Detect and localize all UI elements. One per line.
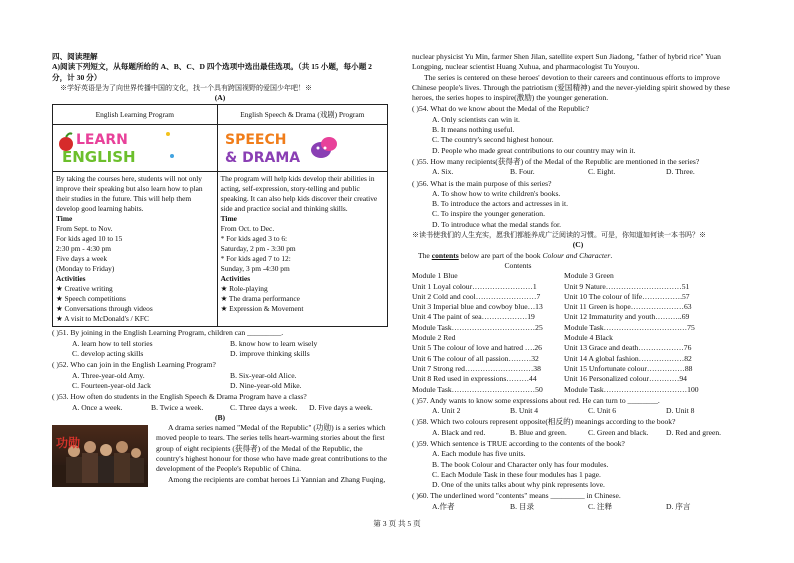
question-56 xyxy=(412,179,744,230)
option-d: D. 序言 xyxy=(666,501,691,511)
option-d: D. improve thinking skills xyxy=(230,349,310,359)
option-c: C. Three days a week. xyxy=(230,402,298,412)
option-c: C. Unit 6 xyxy=(588,406,617,416)
passage-b-para1: A drama series named "Medal of the Republic" (功勋) is a series which moved people to tears. The series tells heart-warming stories about the first group of eight recipients (获得者) of the Medal of the Republic, the country's highest honour for those who have made great contributions to the development of the People's Republic of China. xyxy=(156,423,388,474)
speech-drama-logo xyxy=(221,126,384,170)
contents-entry: Unit 10 The colour of life…………….57 xyxy=(564,291,690,301)
option-b: B. Unit 4 xyxy=(510,406,539,416)
contents-entry: Module 3 Green xyxy=(564,271,614,281)
contents-entry: Module Task……………………………25 xyxy=(412,322,543,332)
reading-note: ※读书使我们的人生充实，愿我们都能养成广泛阅读的习惯。可是，你知道如何读一本书吗？※ xyxy=(412,231,706,240)
contents-entry: Unit 2 Cold and cool……………………7 xyxy=(412,291,541,301)
option-a: A. learn how to tell stories xyxy=(72,338,153,348)
speech-logo-word: SPEECH xyxy=(224,132,287,149)
question-stem: ( )60. The underlined word "contents" means _________ in Chinese. xyxy=(412,491,621,501)
contents-entry: Unit 12 Immaturity and youth………..69 xyxy=(564,312,690,322)
question-stem: ( )58. Which two colours represent opposite(相反的) meanings according to the book? xyxy=(412,417,676,427)
option-c: C. Green and black. xyxy=(588,427,649,437)
contents-entry: Module 4 Black xyxy=(564,333,613,343)
contents-entry: Unit 3 Imperial blue and cowboy blue…13 xyxy=(412,302,543,312)
option-b: B. Twice a week. xyxy=(151,402,204,412)
option-c: C. 注释 xyxy=(588,501,613,511)
learning-activity: ★ Conversations through videos xyxy=(56,304,153,314)
drama-logo-word: & DRAMA xyxy=(224,150,300,167)
question-51 xyxy=(52,328,388,359)
contents-entry: Module Task……………………………100 xyxy=(564,384,699,394)
option-b: B. To introduce the actors and actresses in it. xyxy=(432,199,568,209)
drama-time-line: * For kids aged 7 to 12: xyxy=(220,254,291,264)
option-b: B. Blue and green. xyxy=(510,427,567,437)
contents-table xyxy=(412,271,744,395)
contents-entry: Module Task……………………………50 xyxy=(412,384,543,394)
right-column xyxy=(412,52,744,512)
learning-time-line: (Monday to Friday) xyxy=(56,264,115,274)
learning-time-line: From Sept. to Nov. xyxy=(56,224,113,234)
speech-drama-logo-image xyxy=(221,126,341,170)
contents-entry: Unit 11 Green is hope…………………63 xyxy=(564,302,692,312)
passage-b-label: (B) xyxy=(214,412,226,422)
question-55 xyxy=(412,157,744,178)
drama-program-desc: The program will help kids develop their abilities in acting, self-expression, story-telling and public speaking. It can also help kids discover their creative side and practice social and thinking skills. xyxy=(220,174,378,214)
contents-entry: Module Task……………………………75 xyxy=(564,322,695,332)
contents-entry: Unit 7 Strong red………………………38 xyxy=(412,363,541,373)
section-title: 四、阅读理解 xyxy=(52,52,98,61)
learning-time-line: 2:30 pm - 4:30 pm xyxy=(56,244,112,254)
learning-program-desc: By taking the courses here, students will not only improve their speaking but also learn how to plan their studies in the future. This will help them develop good learning habits. xyxy=(56,174,203,214)
drama-activity: ★ Role-playing xyxy=(220,284,268,294)
option-d: D. Unit 8 xyxy=(666,406,695,416)
drama-time-line: Sunday, 3 pm -4:30 pm xyxy=(220,264,290,274)
learning-time-line: Five days a week xyxy=(56,254,108,264)
drama-time-line: Saturday, 2 pm - 3:30 pm xyxy=(220,244,296,254)
contents-entry: Module 2 Red xyxy=(412,333,456,343)
option-a: A. To show how to write children's books. xyxy=(432,188,561,198)
option-a: A. Each module has five units. xyxy=(432,449,526,459)
question-stem: ( )52. Who can join in the English Learning Program? xyxy=(52,360,216,370)
passage-a-label: (A) xyxy=(214,93,226,103)
drama-time-line: * For kids aged 3 to 6: xyxy=(220,234,288,244)
medal-of-republic-poster xyxy=(52,425,148,487)
contents-right-column xyxy=(564,271,714,395)
drama-activity: ★ The drama performance xyxy=(220,294,300,304)
option-a: A. Unit 2 xyxy=(432,406,461,416)
option-d: D. People who made great contributions to our country may win it. xyxy=(432,145,636,155)
question-58 xyxy=(412,417,744,438)
option-c: C. develop acting skills xyxy=(72,349,144,359)
poster-title: 功勋 xyxy=(56,436,81,451)
passage-c-intro xyxy=(412,251,744,261)
learning-activity: ★ A visit to McDonald's / KFC xyxy=(56,314,149,324)
contents-entry: Unit 15 Unfortunate colour……………88 xyxy=(564,363,693,373)
question-52 xyxy=(52,360,388,391)
option-c: C. Fourteen-year-old Jack xyxy=(72,380,151,390)
option-d: D. Five days a week. xyxy=(309,402,373,412)
english-logo-word: ENGLISH xyxy=(62,148,136,167)
option-c: C. To inspire the younger generation. xyxy=(432,209,545,219)
passage-b-para3: The series is centered on these heroes' devotion to their careers and continuous efforts to improve Chinese people's lives. Through the patriotism (爱国精神) and the never-yielding spirit showed by these heroes, the series hopes to inspire(激励) the younger generation. xyxy=(412,72,730,103)
learning-activities-label: Activities xyxy=(56,274,86,284)
contents-underlined-word: contents xyxy=(431,250,459,260)
drama-activities-label: Activities xyxy=(220,274,251,284)
option-a: A. Once a week. xyxy=(72,402,123,412)
contents-entry: Unit 9 Nature…………………………51 xyxy=(564,281,690,291)
option-a: A. Only scientists can win it. xyxy=(432,114,520,124)
question-stem: ( )57. Andy wants to know some expressions about red. He can turn to ________. xyxy=(412,395,660,405)
contents-entry: Unit 6 The colour of all passion………32 xyxy=(412,353,539,363)
intro-text: The xyxy=(418,250,432,260)
drama-time-line: From Oct. to Dec. xyxy=(220,224,275,234)
question-stem: ( )56. What is the main purpose of this series? xyxy=(412,178,552,188)
question-57 xyxy=(412,396,744,417)
contents-entry: Unit 5 The colour of love and hatred ….26 xyxy=(412,343,542,353)
learn-logo-word: LEARN xyxy=(76,132,128,149)
passage-c-label: (C) xyxy=(572,240,584,250)
option-b: B. 目录 xyxy=(510,501,535,511)
intro-text: . xyxy=(610,250,613,260)
contents-entry: Unit 4 The paint of sea………………19 xyxy=(412,312,535,322)
question-stem: ( )53. How often do students in the English Speech & Drama Program have a class? xyxy=(52,392,307,402)
contents-left-column xyxy=(412,271,560,395)
option-d: D. Nine-year-old Mike. xyxy=(230,380,302,390)
book-title: Colour and Character xyxy=(542,250,611,260)
contents-title: Contents xyxy=(504,260,532,270)
page-footer: 第 3 页 共 5 页 xyxy=(373,519,421,528)
drama-program-header: English Speech & Drama (戏剧) Program xyxy=(217,105,387,125)
option-a: A.作者 xyxy=(432,501,455,511)
option-b: B. It means nothing useful. xyxy=(432,125,515,135)
option-c: C. Eight. xyxy=(588,167,616,177)
learning-activity: ★ Creative writing xyxy=(56,284,113,294)
contents-entry: Unit 13 Grace and death………………76 xyxy=(564,343,692,353)
question-stem: ( )54. What do we know about the Medal of the Republic? xyxy=(412,104,589,114)
section-instruction: A)阅读下列短文，从每题所给的 A、B、C、D 四个选项中选出最佳选项。（共 15 小题，每小题 2 分，计 30 分） xyxy=(52,62,372,82)
learning-time-line: For kids aged 10 to 15 xyxy=(56,234,123,244)
question-stem: ( )51. By joining in the English Learning Program, children can _________. xyxy=(52,328,284,338)
passage-b-para2: nuclear physicist Yu Min, farmer Shen Jilan, satellite expert Sun Jiadong, "father of hybrid rice" Yuan Longping, nuclear scientist Huang Xuhua, and pharmacologist Tu Youyou. xyxy=(412,52,721,72)
program-table xyxy=(52,104,388,327)
passage-b-para2-start: Among the recipients are combat heroes Li Yannian and Zhang Fuqing, xyxy=(168,474,386,484)
option-c: C. The country's second highest honour. xyxy=(432,135,554,145)
contents-entry: Unit 14 A global fashion………………82 xyxy=(564,353,692,363)
contents-entry: Unit 8 Red used in expressions………44 xyxy=(412,374,537,384)
question-53 xyxy=(52,392,388,413)
learning-program-header: English Learning Program xyxy=(53,105,218,125)
option-a: A. Six. xyxy=(432,167,454,177)
learn-english-logo-image xyxy=(56,126,176,170)
drama-time-label: Time xyxy=(220,214,237,224)
contents-entry: Unit 1 Loyal colour……………………1 xyxy=(412,281,537,291)
option-d: D. Three. xyxy=(666,167,695,177)
option-c: C. Each Module Task in these four modules has 1 page. xyxy=(432,469,601,479)
learning-activity: ★ Speech competitions xyxy=(56,294,126,304)
question-54 xyxy=(412,104,744,155)
drama-activity: ★ Expression & Movement xyxy=(220,304,304,314)
question-stem: ( )55. How many recipients(获得者) of the Medal of the Republic are mentioned in the series? xyxy=(412,156,700,166)
option-d: D. One of the units talks about why pink represents love. xyxy=(432,480,605,490)
learning-time-label: Time xyxy=(56,214,73,224)
section-intro: ※学好英语是为了向世界传播中国的文化，找一个具有跨国视野的爱国少年吧！※ xyxy=(60,83,312,92)
learn-english-logo xyxy=(56,126,214,170)
option-d: D. To introduce what the medal stands for. xyxy=(432,219,562,229)
option-b: B. The book Colour and Character only has four modules. xyxy=(432,459,609,469)
contents-entry: Unit 16 Personalized colour…………94 xyxy=(564,374,687,384)
question-60 xyxy=(412,491,744,512)
option-b: B. Six-year-old Alice. xyxy=(230,370,297,380)
option-a: A. Black and red. xyxy=(432,427,486,437)
question-stem: ( )59. Which sentence is TRUE according to the contents of the book? xyxy=(412,438,625,448)
question-59 xyxy=(412,439,744,490)
option-d: D. Red and green. xyxy=(666,427,722,437)
option-a: A. Three-year-old Amy. xyxy=(72,370,145,380)
passage-b-body xyxy=(52,423,388,485)
option-b: B. know how to learn wisely xyxy=(230,338,318,348)
contents-entry: Module 1 Blue xyxy=(412,271,458,281)
option-b: B. Four. xyxy=(510,167,535,177)
intro-text: below are part of the book xyxy=(458,250,543,260)
